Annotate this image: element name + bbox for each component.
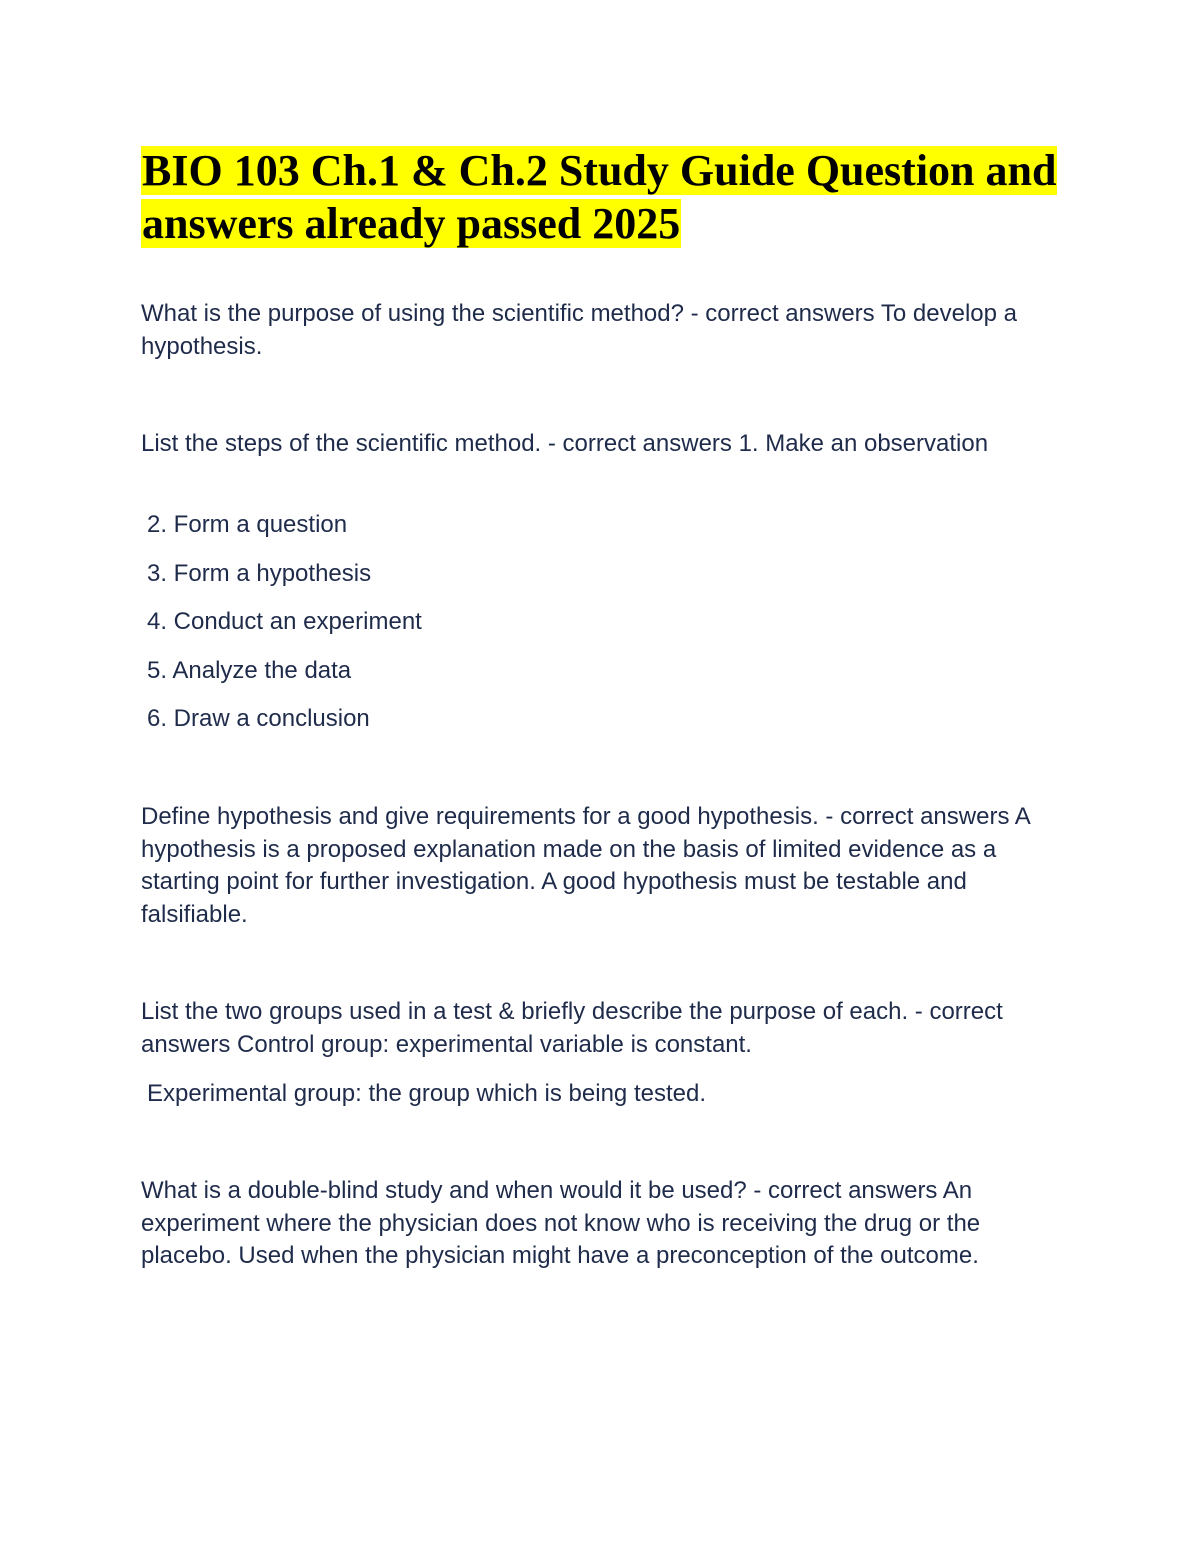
question-3: Define hypothesis and give requirements for a good hypothesis. - correct answers A hypothesis is a proposed explanation made on the basis of limited evidence as a starting point for further investigation. A good hypothesis must be testable and falsifiable. <box>141 803 1030 928</box>
step-2: 2. Form a question <box>147 511 348 538</box>
question-4: List the two groups used in a test & briefly describe the purpose of each. - correct answers Control group: experimental variable is constant. <box>141 998 1003 1058</box>
question-1: What is the purpose of using the scientific method? - correct answers To develop a hypothesis. <box>141 300 1018 360</box>
question-2: List the steps of the scientific method. - correct answers 1. Make an observation <box>141 430 989 457</box>
step-3: 3. Form a hypothesis <box>147 560 372 587</box>
step-5: 5. Analyze the data <box>147 657 352 684</box>
step-6: 6. Draw a conclusion <box>147 705 370 732</box>
document-title <box>141 144 1091 250</box>
question-4-experimental-group: Experimental group: the group which is being tested. <box>147 1080 706 1107</box>
title-highlight: BIO 103 Ch.1 & Ch.2 Study Guide Question and answers already passed 2025 <box>142 146 1057 248</box>
question-5: What is a double-blind study and when would it be used? - correct answers An experiment where the physician does not know who is receiving the drug or the placebo. Used when the physician might have a preconception of the outcome. <box>141 1177 981 1269</box>
step-4: 4. Conduct an experiment <box>147 608 422 635</box>
